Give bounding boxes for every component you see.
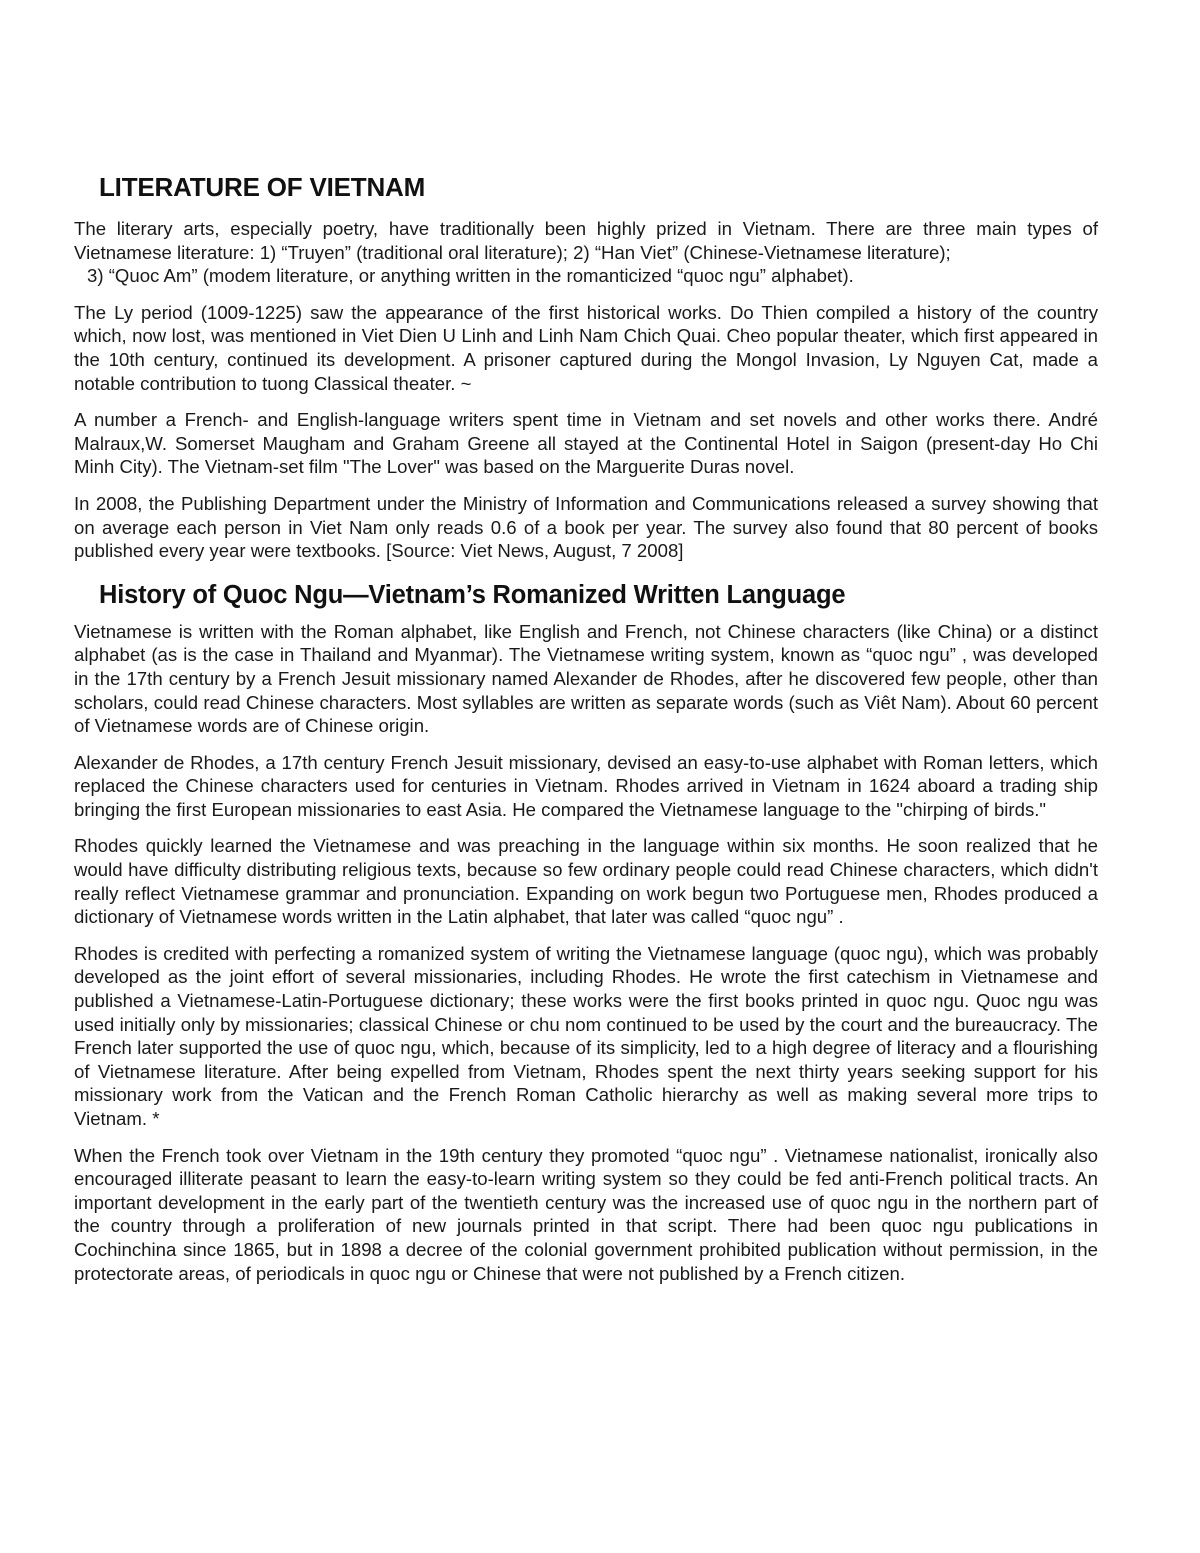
intro-paragraph: The literary arts, especially poetry, have traditionally been highly prized in Vietnam. There are three main types of Vietnamese literature: 1) “Truyen” (traditional oral literature); 2) “Han Viet” (Chinese-Vietnamese literature);	[74, 218, 1098, 263]
section-heading-quoc-ngu: History of Quoc Ngu—Vietnam’s Romanized Written Language	[99, 580, 846, 609]
paragraph-foreign-writers: A number a French- and English-language writers spent time in Vietnam and set novels and other works there. André Malraux,W. Somerset Maugham and Graham Greene all stayed at the Continental Hotel in Saigon (present-day Ho Chi Minh City). The Vietnam-set film "The Lover" was based on the Marguerite Duras novel.	[74, 409, 1098, 478]
paragraph-rhodes-learned: Rhodes quickly learned the Vietnamese and was preaching in the language within six months. He soon realized that he would have difficulty distributing religious texts, because so few ordinary people could read Chinese characters, which didn't really reflect Vietnamese grammar and pronunciation. Expanding on work begun two Portuguese men, Rhodes produced a dictionary of Vietnamese words written in the Latin alphabet, that later was called “quoc ngu” .	[74, 835, 1098, 928]
paragraph-survey-2008: In 2008, the Publishing Department under the Ministry of Information and Communications released a survey showing that on average each person in Viet Nam only reads 0.6 of a book per year. The survey also found that 80 percent of books published every year were textbooks. [Source: Viet News, August, 7 2008]	[74, 492, 1098, 562]
paragraph-rhodes-credited: Rhodes is credited with perfecting a romanized system of writing the Vietnamese language (quoc ngu), which was probably developed as the joint effort of several missionaries, including Rhodes. He wrote the first catechism in Vietnamese and published a Vietnamese-Latin-Portuguese dictionary; these works were the first books printed in quoc ngu. Quoc ngu was used initially only by missionaries; classical Chinese or chu nom continued to be used by the court and the bureaucracy. The French later supported the use of quoc ngu, which, because of its simplicity, led to a high degree of literacy and a flourishing of Vietnamese literature. After being expelled from Vietnam, Rhodes spent the next thirty years seeking support for his missionary work from the Vatican and the French Roman Catholic hierarchy as well as making several more trips to Vietnam. *	[74, 942, 1098, 1129]
paragraph-ly-period: The Ly period (1009-1225) saw the appearance of the first historical works. Do Thien compiled a history of the country which, now lost, was mentioned in Viet Dien U Linh and Linh Nam Chich Quai. Cheo popular theater, which first appeared in the 10th century, continued its development. A prisoner captured during the Mongol Invasion, Ly Nguyen Cat, made a notable contribution to tuong Classical theater. ~	[74, 301, 1098, 394]
paragraph-de-rhodes: Alexander de Rhodes, a 17th century French Jesuit missionary, devised an easy-to-use alphabet with Roman letters, which replaced the Chinese characters used for centuries in Vietnam. Rhodes arrived in Vietnam in 1624 aboard a trading ship bringing the first European missionaries to east Asia. He compared the Vietnamese language to the "chirping of birds."	[74, 751, 1098, 820]
paragraph-roman-alphabet: Vietnamese is written with the Roman alphabet, like English and French, not Chinese characters (like China) or a distinct alphabet (as is the case in Thailand and Myanmar). The Vietnamese writing system, known as “quoc ngu” , was developed in the 17th century by a French Jesuit missionary named Alexander de Rhodes, after he discovered few people, other than scholars, could read Chinese characters. Most syllables are written as separate words (such as Viêt Nam). About 60 percent of Vietnamese words are of Chinese origin.	[74, 620, 1098, 737]
paragraph-french-takeover: When the French took over Vietnam in the 19th century they promoted “quoc ngu” . Vietnamese nationalist, ironically also encouraged illiterate peasant to learn the easy-to-learn writing system so they could be fed anti-French political tracts. An important development in the early part of the twentieth century was the increased use of quoc ngu in the northern part of the country through a proliferation of new journals printed in that script. There had been quoc ngu publications in Cochinchina since 1865, but in 1898 a decree of the colonial government prohibited publication without permission, in the protectorate areas, of periodicals in quoc ngu or Chinese that were not published by a French citizen.	[74, 1144, 1098, 1284]
page-title: LITERATURE OF VIETNAM	[99, 172, 426, 202]
intro-list-item-3: 3) “Quoc Am” (modem literature, or anything written in the romanticized “quoc ngu” alphabet).	[87, 265, 854, 287]
document-page	[74, 172, 1098, 1298]
